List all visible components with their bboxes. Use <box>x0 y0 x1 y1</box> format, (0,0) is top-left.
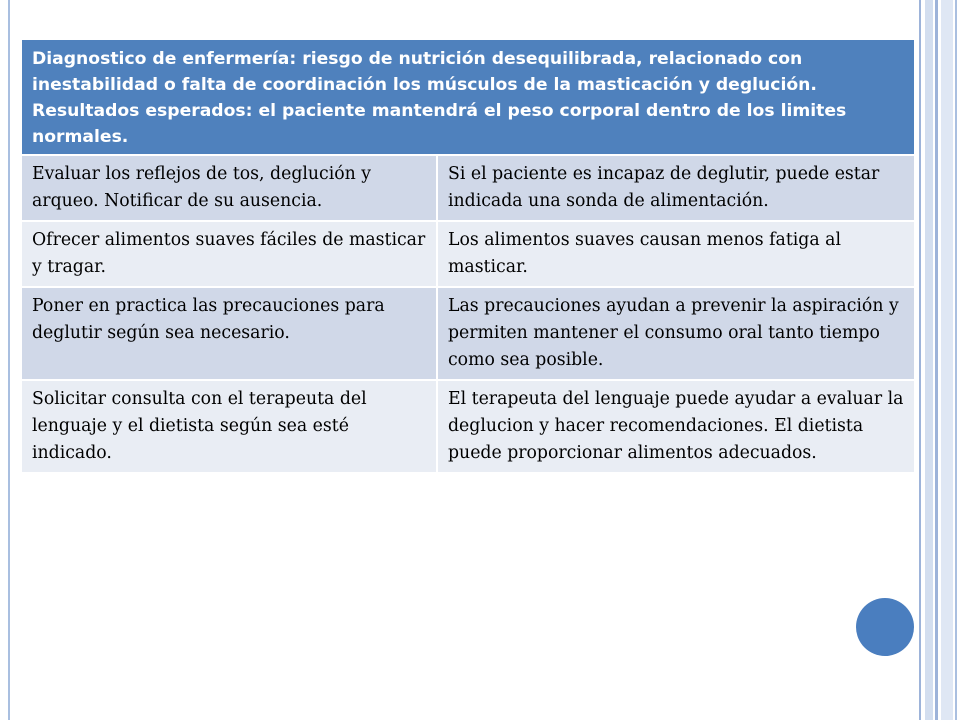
decorative-circle <box>856 598 914 656</box>
intervention-cell: Evaluar los reflejos de tos, deglución y arqueo. Notificar de su ausencia. <box>21 155 437 221</box>
intervention-cell: Poner en practica las precauciones para deglutir según sea necesario. <box>21 287 437 380</box>
slide-frame-stripe <box>941 0 953 720</box>
table-row <box>21 287 915 380</box>
expected-results-text: Resultados esperados: el paciente mantendrá el peso corporal dentro de los limites normales. <box>32 101 847 147</box>
slide-frame-stripe <box>935 0 938 720</box>
slide-frame-stripe <box>925 0 933 720</box>
intervention-cell: Solicitar consulta con el terapeuta del lenguaje y el dietista según sea esté indicado. <box>21 380 437 473</box>
rationale-cell: El terapeuta del lenguaje puede ayudar a evaluar la deglucion y hacer recomendaciones. El dietista puede proporcionar alimentos adecuados. <box>437 380 915 473</box>
slide-frame-stripe <box>955 0 957 720</box>
intervention-cell: Ofrecer alimentos suaves fáciles de masticar y tragar. <box>21 221 437 287</box>
header-cell <box>21 39 915 155</box>
rationale-cell: Los alimentos suaves causan menos fatiga al masticar. <box>437 221 915 287</box>
nursing-care-table <box>20 38 916 474</box>
rationale-cell: Las precauciones ayudan a prevenir la aspiración y permiten mantener el consumo oral tanto tiempo como sea posible. <box>437 287 915 380</box>
table-header-row <box>21 39 915 155</box>
table-row <box>21 221 915 287</box>
table-row <box>21 155 915 221</box>
rationale-cell: Si el paciente es incapaz de deglutir, puede estar indicada una sonda de alimentación. <box>437 155 915 221</box>
slide-frame-left <box>8 0 10 720</box>
slide-frame-stripe <box>919 0 921 720</box>
table-row <box>21 380 915 473</box>
diagnosis-text: Diagnostico de enfermería: riesgo de nutrición desequilibrada, relacionado con inestabilidad o falta de coordinación los músculos de la masticación y deglución. <box>32 49 817 95</box>
